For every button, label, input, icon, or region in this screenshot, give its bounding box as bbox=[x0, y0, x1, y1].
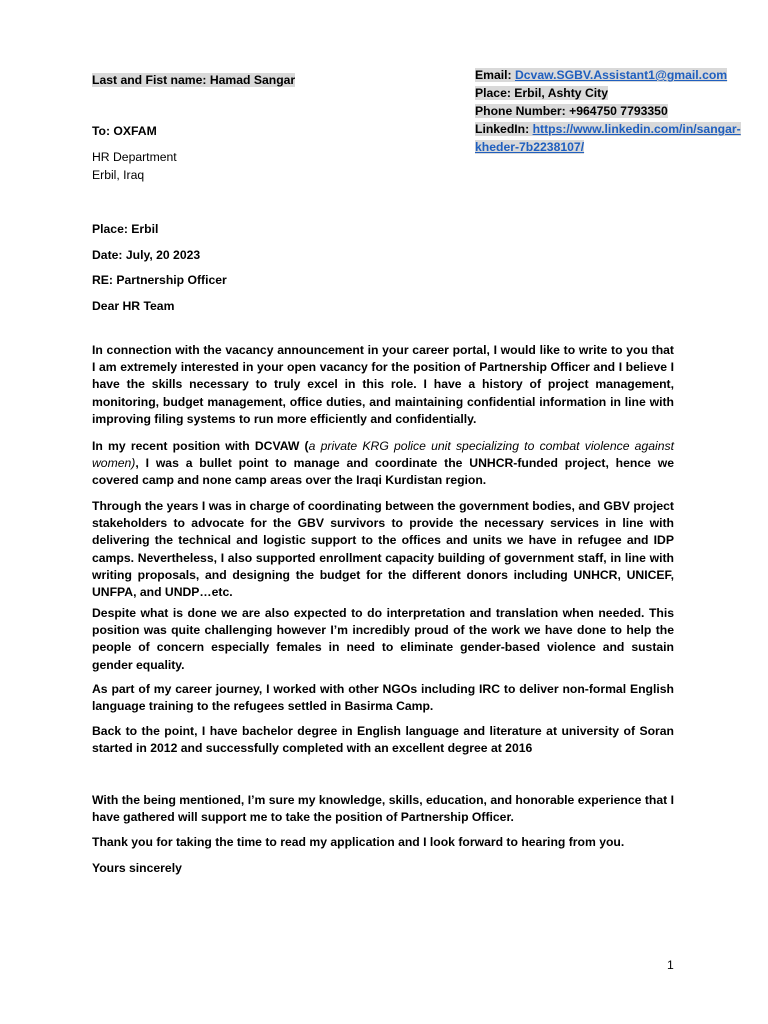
linkedin-label: LinkedIn: bbox=[475, 122, 533, 136]
paragraph-text: As part of my career journey, I worked with other NGOs including IRC to deliver non-formal English language training to the refugees settled in Basirma Camp. bbox=[92, 682, 674, 714]
paragraph-text: Through the years I was in charge of coordinating between the government bodies, and GBV project stakeholders to advocate for the GBV survivors to provide the necessary services in line with delivering the technical and logistic support to the offices and units we have in refugee and IDP camps. Nevertheless, I also supported enrollment capacity building of government staff, in line with writing proposals, and designing the budget for the different donors including UNHCR, UNICEF, UNFPA, and UNDP…etc. bbox=[92, 499, 674, 600]
body-paragraph-5 bbox=[92, 681, 674, 715]
paragraph-2-end: , I was a bullet point to manage and coordinate the UNHCR-funded project, hence we covered camp and none camp areas over the Iraqi Kurdistan region. bbox=[92, 456, 674, 488]
paragraph-text: Thank you for taking the time to read my application and I look forward to hearing from you. bbox=[92, 835, 625, 849]
phone-line bbox=[475, 102, 750, 120]
body-paragraph-4 bbox=[92, 605, 674, 674]
email-link[interactable]: Dcvaw.SGBV.Assistant1@gmail.com bbox=[514, 68, 728, 82]
applicant-name bbox=[92, 72, 295, 89]
linkedin-line bbox=[475, 120, 750, 138]
linkedin-link-continued[interactable]: kheder-7b2238107/ bbox=[475, 140, 585, 154]
recipient-to: To: OXFAM bbox=[92, 124, 157, 138]
applicant-name-text: Last and Fist name: Hamad Sangar bbox=[92, 73, 296, 87]
body-paragraph-6 bbox=[92, 723, 674, 757]
letter-place: Place: Erbil bbox=[92, 222, 159, 236]
paragraph-2-start: In my recent position with DCVAW ( bbox=[92, 439, 309, 453]
recipient-city: Erbil, Iraq bbox=[92, 168, 145, 182]
linkedin-link[interactable]: https://www.linkedin.com/in/sangar- bbox=[532, 122, 741, 136]
place-text: Place: Erbil, Ashty City bbox=[475, 86, 608, 100]
paragraph-text: In connection with the vacancy announcement in your career portal, I would like to write to you that I am extremely interested in your open vacancy for the position of Partnership Officer and I believe I have the skills necessary to truly excel in this role. I have a history of project management, monitoring, budget management, office duties, and maintaining confidential information in line with improving filing systems to run more efficiently and confidentially. bbox=[92, 343, 674, 426]
closing-text: Yours sincerely bbox=[92, 861, 182, 875]
place-line bbox=[475, 84, 750, 102]
paragraph-text bbox=[92, 438, 674, 490]
paragraph-text: Despite what is done we are also expected to do interpretation and translation when needed. This position was quite challenging however I’m incredibly proud of the work we have done to help the people of concern especially females in need to eliminate gender-based violence and sustain gender equality. bbox=[92, 606, 674, 672]
page-number: 1 bbox=[667, 958, 674, 972]
paragraph-2-italic: a private KRG police unit specializing to combat violence against women) bbox=[92, 439, 674, 471]
paragraph-text: Back to the point, I have bachelor degree in English language and literature at university of Soran started in 2012 and successfully completed with an excellent degree at 2016 bbox=[92, 724, 674, 756]
letter-subject: RE: Partnership Officer bbox=[92, 273, 227, 287]
phone-text: Phone Number: +964750 7793350 bbox=[475, 104, 668, 118]
email-line bbox=[475, 66, 750, 84]
body-paragraph-8 bbox=[92, 834, 674, 851]
body-paragraph-2 bbox=[92, 438, 674, 490]
paragraph-text: With the being mentioned, I’m sure my knowledge, skills, education, and honorable experience that I have gathered will support me to take the position of Partnership Officer. bbox=[92, 793, 674, 825]
body-paragraph-1 bbox=[92, 342, 674, 428]
linkedin-line-2 bbox=[475, 138, 750, 156]
body-paragraph-3 bbox=[92, 498, 674, 601]
email-label: Email: bbox=[475, 68, 515, 82]
letter-date: Date: July, 20 2023 bbox=[92, 248, 201, 262]
contact-block bbox=[475, 66, 750, 156]
body-paragraph-7 bbox=[92, 792, 674, 826]
salutation: Dear HR Team bbox=[92, 299, 175, 313]
recipient-department: HR Department bbox=[92, 150, 177, 164]
closing bbox=[92, 860, 674, 877]
